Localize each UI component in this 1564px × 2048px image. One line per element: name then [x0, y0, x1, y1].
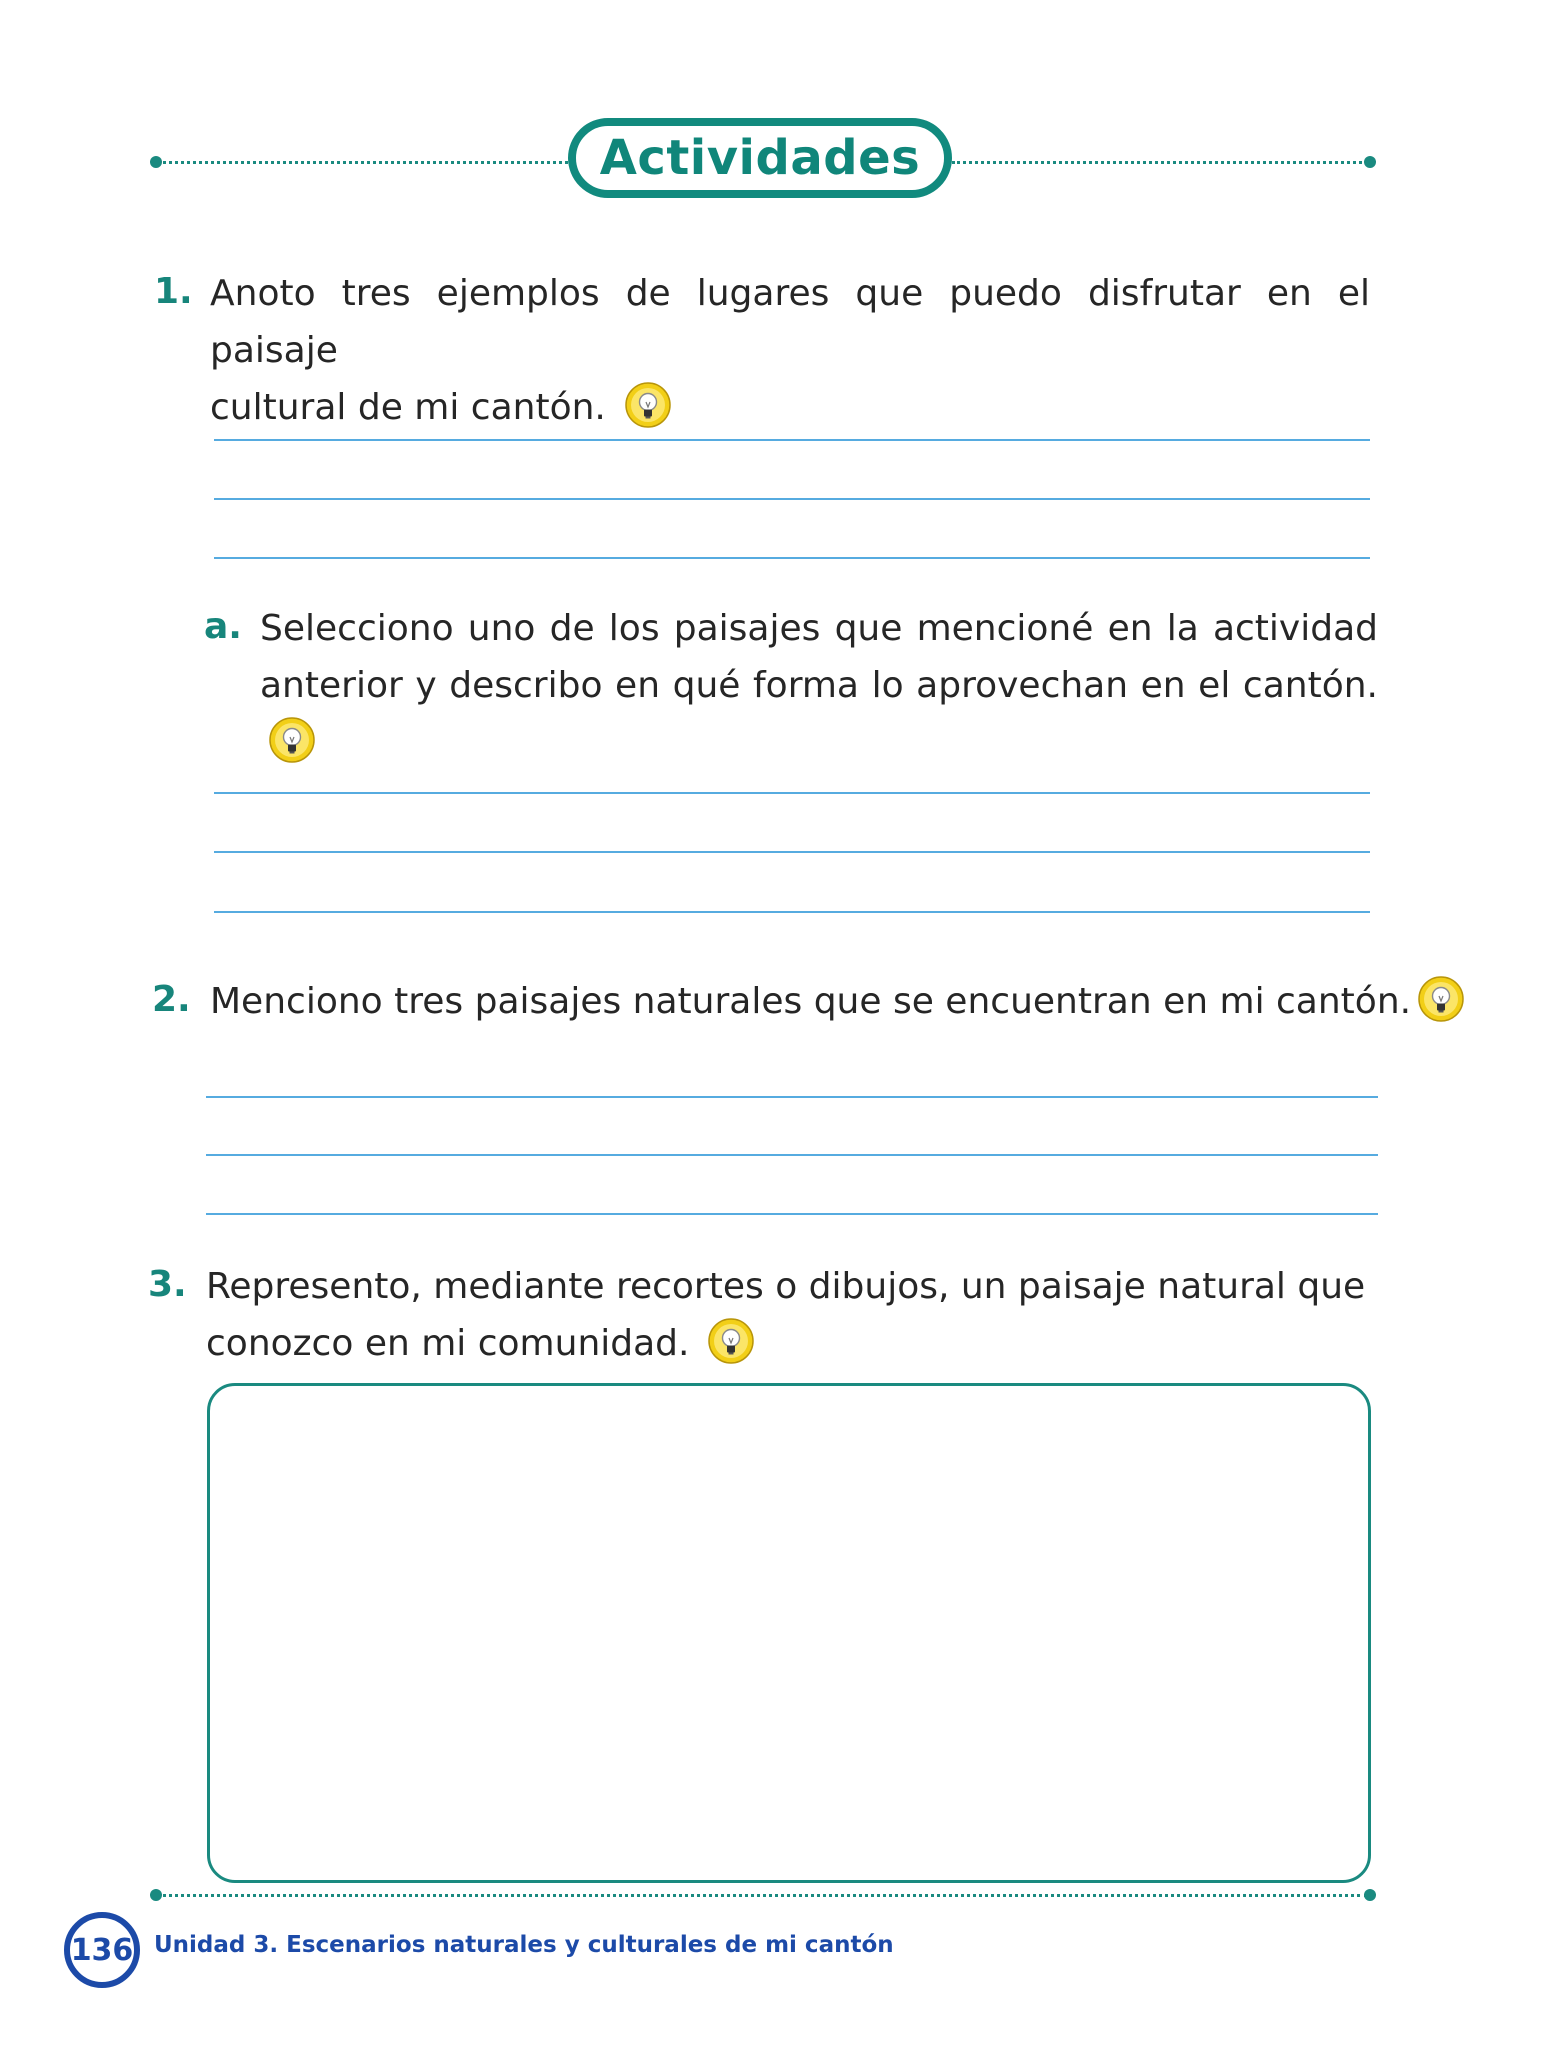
writing-line [214, 498, 1370, 500]
writing-line [206, 1096, 1378, 1098]
activity-1a-text [260, 600, 1378, 771]
activity-2-text [210, 973, 1450, 1030]
activity-2-line1: Menciono tres paisajes naturales que se encuentran en mi cantón. [210, 981, 1412, 1022]
writing-line [214, 911, 1370, 913]
page-number: 136 [70, 1932, 134, 1968]
drawing-area[interactable] [207, 1383, 1371, 1883]
writing-line [214, 439, 1370, 441]
writing-line [214, 792, 1370, 794]
lightbulb-icon [268, 716, 316, 764]
header-rule-right [952, 161, 1368, 164]
writing-line [206, 1213, 1378, 1215]
writing-line [214, 557, 1370, 559]
writing-line [206, 1154, 1378, 1156]
footer-rule [156, 1894, 1368, 1897]
lightbulb-icon [624, 381, 672, 429]
header-rule-left-dot [150, 156, 162, 168]
page-number-badge [64, 1912, 140, 1988]
activity-1a-number: a. [204, 606, 242, 647]
lightbulb-icon [707, 1317, 755, 1365]
activity-1a-line1: Selecciono uno de los paisajes que mencioné en la actividad [260, 608, 1378, 649]
activity-2-number: 2. [152, 979, 191, 1020]
footer-rule-right-dot [1364, 1889, 1376, 1901]
footer-rule-left-dot [150, 1889, 162, 1901]
activity-3-number: 3. [148, 1264, 187, 1305]
writing-line [214, 851, 1370, 853]
activity-1-text [210, 265, 1370, 436]
lightbulb-icon [1417, 975, 1465, 1023]
unit-title: Unidad 3. Escenarios naturales y culturales de mi cantón [154, 1932, 894, 1958]
activity-1-line1: Anoto tres ejemplos de lugares que puedo disfrutar en el paisaje [210, 273, 1370, 371]
activity-3-line2: conozco en mi comunidad. [206, 1323, 690, 1364]
activity-1-line2: cultural de mi cantón. [210, 387, 606, 428]
activity-3-line1: Represento, mediante recortes o dibujos, un paisaje natural que [206, 1266, 1366, 1307]
header-rule-left [156, 161, 568, 164]
activity-1a-line2: anterior y describo en qué forma lo aprovechan en el cantón. [260, 665, 1378, 706]
activity-3-text [206, 1258, 1406, 1372]
page-title: Actividades [568, 118, 952, 198]
activity-1-number: 1. [154, 271, 193, 312]
header-rule-right-dot [1364, 156, 1376, 168]
